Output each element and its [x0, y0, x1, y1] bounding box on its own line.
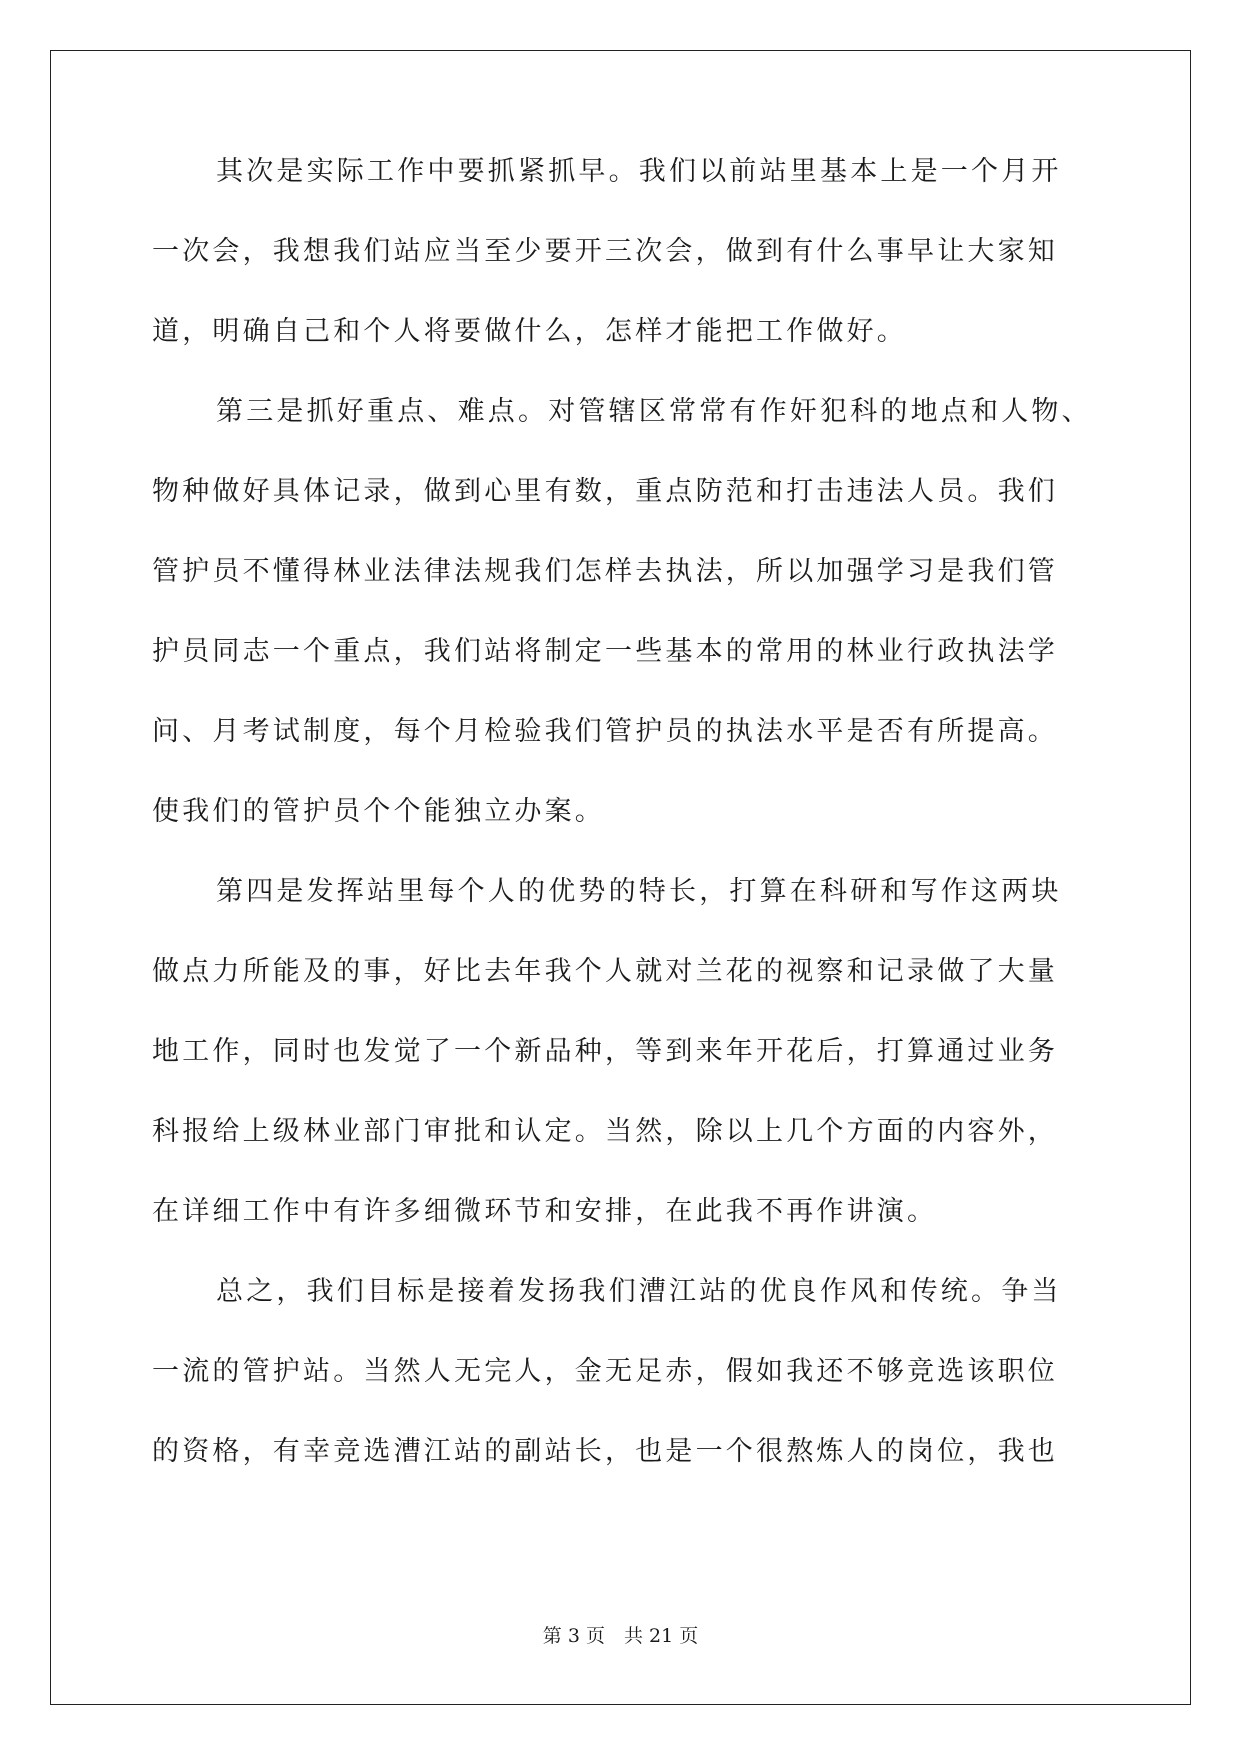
paragraph-line: 第三是抓好重点、难点。对管辖区常常有作奸犯科的地点和人物、: [216, 396, 1092, 427]
paragraph-line: 科报给上级林业部门审批和认定。当然，除以上几个方面的内容外，: [152, 1116, 1058, 1147]
paragraph-line: 在详细工作中有许多细微环节和安排，在此我不再作讲演。: [152, 1196, 938, 1227]
paragraph-line: 做点力所能及的事，好比去年我个人就对兰花的视察和记录做了大量: [152, 956, 1058, 987]
paragraph-line: 一流的管护站。当然人无完人，金无足赤，假如我还不够竞选该职位: [152, 1356, 1058, 1387]
paragraph-line: 其次是实际工作中要抓紧抓早。我们以前站里基本上是一个月开: [216, 156, 1062, 187]
paragraph-line: 的资格，有幸竞选漕江站的副站长，也是一个很熬炼人的岗位，我也: [152, 1436, 1058, 1467]
paragraph-line: 物种做好具体记录，做到心里有数，重点防范和打击违法人员。我们: [152, 476, 1058, 507]
paragraph-line: 道，明确自己和个人将要做什么，怎样才能把工作做好。: [152, 316, 907, 347]
paragraph-line: 一次会，我想我们站应当至少要开三次会，做到有什么事早让大家知: [152, 236, 1058, 267]
page-number-footer: 第 3 页 共 21 页: [542, 1625, 699, 1647]
paragraph-line: 第四是发挥站里每个人的优势的特长，打算在科研和写作这两块: [216, 876, 1062, 907]
paragraph-line: 总之，我们目标是接着发扬我们漕江站的优良作风和传统。争当: [216, 1276, 1062, 1307]
paragraph-line: 管护员不懂得林业法律法规我们怎样去执法，所以加强学习是我们管: [152, 556, 1058, 587]
paragraph-line: 使我们的管护员个个能独立办案。: [152, 796, 605, 827]
paragraph-line: 护员同志一个重点，我们站将制定一些基本的常用的林业行政执法学: [152, 636, 1058, 667]
paragraph-line: 问、月考试制度，每个月检验我们管护员的执法水平是否有所提高。: [152, 716, 1058, 747]
paragraph-line: 地工作，同时也发觉了一个新品种，等到来年开花后，打算通过业务: [152, 1036, 1058, 1067]
